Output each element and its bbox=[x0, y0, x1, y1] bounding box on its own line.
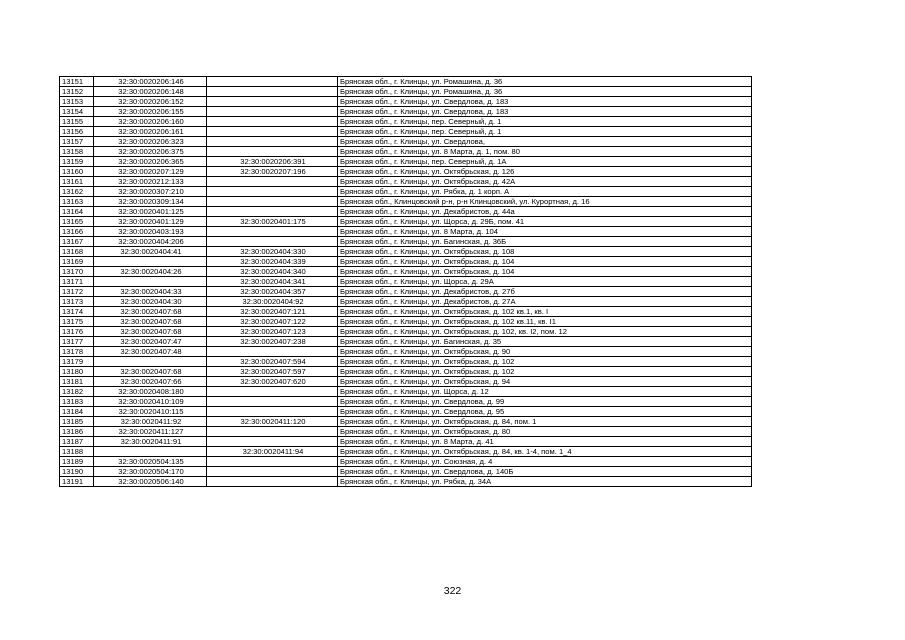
address-cell: Брянская обл., г. Клинцы, ул. Щорса, д. 29Б, пом. 41 bbox=[338, 217, 752, 227]
cadastral-number-cell: 32:30:0020407:48 bbox=[94, 347, 207, 357]
address-cell: Брянская обл., г. Клинцы, ул. 8 Марта, д. 104 bbox=[338, 227, 752, 237]
linked-cadastral-number-cell: 32:30:0020207:196 bbox=[207, 167, 338, 177]
row-number-cell: 13182 bbox=[60, 387, 94, 397]
row-number-cell: 13173 bbox=[60, 297, 94, 307]
table-row bbox=[60, 367, 752, 377]
cadastral-number-cell: 32:30:0020404:206 bbox=[94, 237, 207, 247]
address-cell: Брянская обл., г. Клинцы, ул. Декабристов, д. 27А bbox=[338, 297, 752, 307]
linked-cadastral-number-cell: 32:30:0020407:123 bbox=[207, 327, 338, 337]
row-number-cell: 13152 bbox=[60, 87, 94, 97]
table-body bbox=[60, 77, 752, 487]
address-cell: Брянская обл., г. Клинцы, ул. Свердлова, д. 140Б bbox=[338, 467, 752, 477]
cadastral-number-cell: 32:30:0020404:41 bbox=[94, 247, 207, 257]
cadastral-number-cell: 32:30:0020206:155 bbox=[94, 107, 207, 117]
address-cell: Брянская обл., г. Клинцы, ул. Октябрьская, д. 104 bbox=[338, 267, 752, 277]
table-row bbox=[60, 197, 752, 207]
page-number: 322 bbox=[443, 585, 462, 597]
table-row bbox=[60, 407, 752, 417]
address-cell: Брянская обл., г. Клинцы, ул. Свердлова, д. 95 bbox=[338, 407, 752, 417]
address-cell: Брянская обл., г. Клинцы, ул. 8 Марта, д. 1, пом. 80 bbox=[338, 147, 752, 157]
row-number-cell: 13161 bbox=[60, 177, 94, 187]
cadastral-number-cell: 32:30:0020206:375 bbox=[94, 147, 207, 157]
address-cell: Брянская обл., г. Клинцы, ул. Рябка, д. 34А bbox=[338, 477, 752, 487]
address-cell: Брянская обл., г. Клинцы, ул. Октябрьская, д. 102 кв.1, кв. I bbox=[338, 307, 752, 317]
table-row bbox=[60, 447, 752, 457]
linked-cadastral-number-cell bbox=[207, 237, 338, 247]
linked-cadastral-number-cell: 32:30:0020404:330 bbox=[207, 247, 338, 257]
table-row bbox=[60, 107, 752, 117]
cadastral-number-cell: 32:30:0020401:129 bbox=[94, 217, 207, 227]
linked-cadastral-number-cell bbox=[207, 147, 338, 157]
address-cell: Брянская обл., г. Клинцы, ул. Ромашина, д. 36 bbox=[338, 77, 752, 87]
address-cell: Брянская обл., г. Клинцы, ул. Октябрьская, д. 104 bbox=[338, 257, 752, 267]
address-cell: Брянская обл., г. Клинцы, ул. Декабристов, д. 27б bbox=[338, 287, 752, 297]
row-number-cell: 13151 bbox=[60, 77, 94, 87]
row-number-cell: 13163 bbox=[60, 197, 94, 207]
cadastral-number-cell: 32:30:0020206:148 bbox=[94, 87, 207, 97]
address-cell: Брянская обл., г. Клинцы, ул. Союзная, д. 4 bbox=[338, 457, 752, 467]
linked-cadastral-number-cell bbox=[207, 177, 338, 187]
table-row bbox=[60, 267, 752, 277]
linked-cadastral-number-cell: 32:30:0020411:94 bbox=[207, 447, 338, 457]
linked-cadastral-number-cell: 32:30:0020407:238 bbox=[207, 337, 338, 347]
address-cell: Брянская обл., г. Клинцы, ул. Щорса, д. 12 bbox=[338, 387, 752, 397]
address-cell: Брянская обл., г. Клинцы, пер. Северный, д. 1А bbox=[338, 157, 752, 167]
row-number-cell: 13190 bbox=[60, 467, 94, 477]
linked-cadastral-number-cell bbox=[207, 107, 338, 117]
table-row bbox=[60, 157, 752, 167]
table-row bbox=[60, 137, 752, 147]
linked-cadastral-number-cell: 32:30:0020407:122 bbox=[207, 317, 338, 327]
table-row bbox=[60, 467, 752, 477]
address-cell: Брянская обл., г. Клинцы, ул. Свердлова, д. 183 bbox=[338, 107, 752, 117]
row-number-cell: 13177 bbox=[60, 337, 94, 347]
address-cell: Брянская обл., г. Клинцы, ул. Октябрьская, д. 80 bbox=[338, 427, 752, 437]
table-row bbox=[60, 187, 752, 197]
cadastral-number-cell: 32:30:0020407:68 bbox=[94, 307, 207, 317]
row-number-cell: 13191 bbox=[60, 477, 94, 487]
cadastral-number-cell bbox=[94, 357, 207, 367]
row-number-cell: 13189 bbox=[60, 457, 94, 467]
table-row bbox=[60, 127, 752, 137]
table-row bbox=[60, 427, 752, 437]
row-number-cell: 13178 bbox=[60, 347, 94, 357]
row-number-cell: 13154 bbox=[60, 107, 94, 117]
row-number-cell: 13185 bbox=[60, 417, 94, 427]
table-row bbox=[60, 287, 752, 297]
row-number-cell: 13180 bbox=[60, 367, 94, 377]
table-row bbox=[60, 337, 752, 347]
address-cell: Брянская обл., г. Клинцы, ул. Октябрьская, д. 108 bbox=[338, 247, 752, 257]
row-number-cell: 13176 bbox=[60, 327, 94, 337]
property-register-table bbox=[59, 76, 752, 487]
table-row bbox=[60, 387, 752, 397]
row-number-cell: 13153 bbox=[60, 97, 94, 107]
linked-cadastral-number-cell bbox=[207, 407, 338, 417]
cadastral-number-cell: 32:30:0020309:134 bbox=[94, 197, 207, 207]
cadastral-number-cell: 32:30:0020404:33 bbox=[94, 287, 207, 297]
linked-cadastral-number-cell bbox=[207, 137, 338, 147]
linked-cadastral-number-cell: 32:30:0020404:341 bbox=[207, 277, 338, 287]
address-cell: Брянская обл., г. Клинцы, ул. Щорса, д. 29А bbox=[338, 277, 752, 287]
table-row bbox=[60, 117, 752, 127]
row-number-cell: 13181 bbox=[60, 377, 94, 387]
linked-cadastral-number-cell bbox=[207, 227, 338, 237]
row-number-cell: 13157 bbox=[60, 137, 94, 147]
address-cell: Брянская обл., г. Клинцы, ул. Октябрьская, д. 84, пом. 1 bbox=[338, 417, 752, 427]
linked-cadastral-number-cell bbox=[207, 347, 338, 357]
address-cell: Брянская обл., г. Клинцы, ул. Багинская, д. 36Б bbox=[338, 237, 752, 247]
table-row bbox=[60, 147, 752, 157]
table-row bbox=[60, 247, 752, 257]
row-number-cell: 13171 bbox=[60, 277, 94, 287]
cadastral-number-cell: 32:30:0020407:66 bbox=[94, 377, 207, 387]
address-cell: Брянская обл., г. Клинцы, ул. Октябрьская, д. 102 bbox=[338, 367, 752, 377]
address-cell: Брянская обл., г. Клинцы, пер. Северный, д. 1 bbox=[338, 127, 752, 137]
address-cell: Брянская обл., г. Клинцы, ул. Октябрьская, д. 102, кв. I2, пом. 12 bbox=[338, 327, 752, 337]
linked-cadastral-number-cell bbox=[207, 197, 338, 207]
address-cell: Брянская обл., г. Клинцы, ул. 8 Марта, д. 41 bbox=[338, 437, 752, 447]
cadastral-number-cell: 32:30:0020403:193 bbox=[94, 227, 207, 237]
row-number-cell: 13175 bbox=[60, 317, 94, 327]
table-row bbox=[60, 357, 752, 367]
linked-cadastral-number-cell bbox=[207, 207, 338, 217]
address-cell: Брянская обл., г. Клинцы, ул. Октябрьская, д. 42А bbox=[338, 177, 752, 187]
cadastral-number-cell: 32:30:0020407:47 bbox=[94, 337, 207, 347]
row-number-cell: 13186 bbox=[60, 427, 94, 437]
row-number-cell: 13167 bbox=[60, 237, 94, 247]
row-number-cell: 13166 bbox=[60, 227, 94, 237]
cadastral-number-cell: 32:30:0020206:161 bbox=[94, 127, 207, 137]
cadastral-number-cell: 32:30:0020404:26 bbox=[94, 267, 207, 277]
table-row bbox=[60, 277, 752, 287]
linked-cadastral-number-cell bbox=[207, 117, 338, 127]
cadastral-number-cell: 32:30:0020206:323 bbox=[94, 137, 207, 147]
linked-cadastral-number-cell: 32:30:0020407:121 bbox=[207, 307, 338, 317]
cadastral-number-cell bbox=[94, 277, 207, 287]
row-number-cell: 13188 bbox=[60, 447, 94, 457]
linked-cadastral-number-cell bbox=[207, 187, 338, 197]
row-number-cell: 13158 bbox=[60, 147, 94, 157]
row-number-cell: 13162 bbox=[60, 187, 94, 197]
linked-cadastral-number-cell: 32:30:0020404:340 bbox=[207, 267, 338, 277]
row-number-cell: 13156 bbox=[60, 127, 94, 137]
address-cell: Брянская обл., г. Клинцы, ул. Свердлова, д. 99 bbox=[338, 397, 752, 407]
linked-cadastral-number-cell: 32:30:0020404:357 bbox=[207, 287, 338, 297]
address-cell: Брянская обл., г. Клинцы, ул. Октябрьская, д. 84, кв. 1-4, пом. 1_4 bbox=[338, 447, 752, 457]
cadastral-number-cell: 32:30:0020504:170 bbox=[94, 467, 207, 477]
row-number-cell: 13172 bbox=[60, 287, 94, 297]
linked-cadastral-number-cell bbox=[207, 387, 338, 397]
cadastral-number-cell: 32:30:0020407:68 bbox=[94, 317, 207, 327]
row-number-cell: 13184 bbox=[60, 407, 94, 417]
row-number-cell: 13187 bbox=[60, 437, 94, 447]
cadastral-number-cell: 32:30:0020410:109 bbox=[94, 397, 207, 407]
address-cell: Брянская обл., г. Клинцы, ул. Октябрьская, д. 102 кв.11, кв. I1 bbox=[338, 317, 752, 327]
linked-cadastral-number-cell bbox=[207, 97, 338, 107]
address-cell: Брянская обл., г. Клинцы, ул. Октябрьская, д. 126 bbox=[338, 167, 752, 177]
row-number-cell: 13179 bbox=[60, 357, 94, 367]
cadastral-number-cell: 32:30:0020307:210 bbox=[94, 187, 207, 197]
row-number-cell: 13169 bbox=[60, 257, 94, 267]
address-cell: Брянская обл., г. Клинцы, ул. Октябрьская, д. 94 bbox=[338, 377, 752, 387]
table-row bbox=[60, 257, 752, 267]
address-cell: Брянская обл., г. Клинцы, ул. Октябрьская, д. 102 bbox=[338, 357, 752, 367]
linked-cadastral-number-cell: 32:30:0020401:175 bbox=[207, 217, 338, 227]
row-number-cell: 13155 bbox=[60, 117, 94, 127]
linked-cadastral-number-cell bbox=[207, 77, 338, 87]
linked-cadastral-number-cell: 32:30:0020407:620 bbox=[207, 377, 338, 387]
linked-cadastral-number-cell bbox=[207, 127, 338, 137]
cadastral-number-cell: 32:30:0020407:68 bbox=[94, 327, 207, 337]
cadastral-number-cell: 32:30:0020206:152 bbox=[94, 97, 207, 107]
table-row bbox=[60, 417, 752, 427]
address-cell: Брянская обл., г. Клинцы, пер. Северный, д. 1 bbox=[338, 117, 752, 127]
table-row bbox=[60, 327, 752, 337]
linked-cadastral-number-cell: 32:30:0020411:120 bbox=[207, 417, 338, 427]
cadastral-number-cell: 32:30:0020206:160 bbox=[94, 117, 207, 127]
row-number-cell: 13170 bbox=[60, 267, 94, 277]
table-row bbox=[60, 167, 752, 177]
cadastral-number-cell: 32:30:0020408:180 bbox=[94, 387, 207, 397]
linked-cadastral-number-cell bbox=[207, 397, 338, 407]
cadastral-number-cell: 32:30:0020404:30 bbox=[94, 297, 207, 307]
table-row bbox=[60, 437, 752, 447]
linked-cadastral-number-cell: 32:30:0020206:391 bbox=[207, 157, 338, 167]
table-row bbox=[60, 347, 752, 357]
table-row bbox=[60, 317, 752, 327]
row-number-cell: 13160 bbox=[60, 167, 94, 177]
table-row bbox=[60, 377, 752, 387]
cadastral-number-cell: 32:30:0020411:91 bbox=[94, 437, 207, 447]
cadastral-number-cell: 32:30:0020407:68 bbox=[94, 367, 207, 377]
linked-cadastral-number-cell bbox=[207, 87, 338, 97]
address-cell: Брянская обл., Клинцовский р-н, р-н Клинцовский, ул. Курортная, д. 16 bbox=[338, 197, 752, 207]
cadastral-number-cell: 32:30:0020411:127 bbox=[94, 427, 207, 437]
linked-cadastral-number-cell: 32:30:0020407:594 bbox=[207, 357, 338, 367]
linked-cadastral-number-cell: 32:30:0020407:597 bbox=[207, 367, 338, 377]
cadastral-number-cell: 32:30:0020410:115 bbox=[94, 407, 207, 417]
linked-cadastral-number-cell bbox=[207, 477, 338, 487]
cadastral-number-cell bbox=[94, 447, 207, 457]
row-number-cell: 13159 bbox=[60, 157, 94, 167]
cadastral-number-cell: 32:30:0020207:129 bbox=[94, 167, 207, 177]
address-cell: Брянская обл., г. Клинцы, ул. Багинская, д. 35 bbox=[338, 337, 752, 347]
table-row bbox=[60, 397, 752, 407]
table-row bbox=[60, 207, 752, 217]
table-row bbox=[60, 477, 752, 487]
address-cell: Брянская обл., г. Клинцы, ул. Свердлова, bbox=[338, 137, 752, 147]
table-row bbox=[60, 177, 752, 187]
linked-cadastral-number-cell bbox=[207, 427, 338, 437]
table-row bbox=[60, 457, 752, 467]
linked-cadastral-number-cell: 32:30:0020404:92 bbox=[207, 297, 338, 307]
row-number-cell: 13183 bbox=[60, 397, 94, 407]
table-row bbox=[60, 77, 752, 87]
linked-cadastral-number-cell bbox=[207, 437, 338, 447]
row-number-cell: 13168 bbox=[60, 247, 94, 257]
address-cell: Брянская обл., г. Клинцы, ул. Ромашина, д. 36 bbox=[338, 87, 752, 97]
cadastral-number-cell: 32:30:0020506:140 bbox=[94, 477, 207, 487]
cadastral-number-cell: 32:30:0020206:365 bbox=[94, 157, 207, 167]
cadastral-number-cell: 32:30:0020212:133 bbox=[94, 177, 207, 187]
row-number-cell: 13165 bbox=[60, 217, 94, 227]
row-number-cell: 13164 bbox=[60, 207, 94, 217]
linked-cadastral-number-cell bbox=[207, 467, 338, 477]
table-row bbox=[60, 307, 752, 317]
address-cell: Брянская обл., г. Клинцы, ул. Рябка, д. 1 корп. А bbox=[338, 187, 752, 197]
cadastral-number-cell: 32:30:0020206:146 bbox=[94, 77, 207, 87]
table-row bbox=[60, 217, 752, 227]
table-row bbox=[60, 227, 752, 237]
table-row bbox=[60, 97, 752, 107]
cadastral-number-cell: 32:30:0020504:135 bbox=[94, 457, 207, 467]
row-number-cell: 13174 bbox=[60, 307, 94, 317]
linked-cadastral-number-cell bbox=[207, 457, 338, 467]
address-cell: Брянская обл., г. Клинцы, ул. Октябрьская, д. 90 bbox=[338, 347, 752, 357]
linked-cadastral-number-cell: 32:30:0020404:339 bbox=[207, 257, 338, 267]
address-cell: Брянская обл., г. Клинцы, ул. Декабристов, д. 44а bbox=[338, 207, 752, 217]
cadastral-number-cell: 32:30:0020401:125 bbox=[94, 207, 207, 217]
cadastral-number-cell: 32:30:0020411:92 bbox=[94, 417, 207, 427]
table-row bbox=[60, 87, 752, 97]
address-cell: Брянская обл., г. Клинцы, ул. Свердлова, д. 183 bbox=[338, 97, 752, 107]
table-row bbox=[60, 237, 752, 247]
cadastral-number-cell bbox=[94, 257, 207, 267]
table-row bbox=[60, 297, 752, 307]
